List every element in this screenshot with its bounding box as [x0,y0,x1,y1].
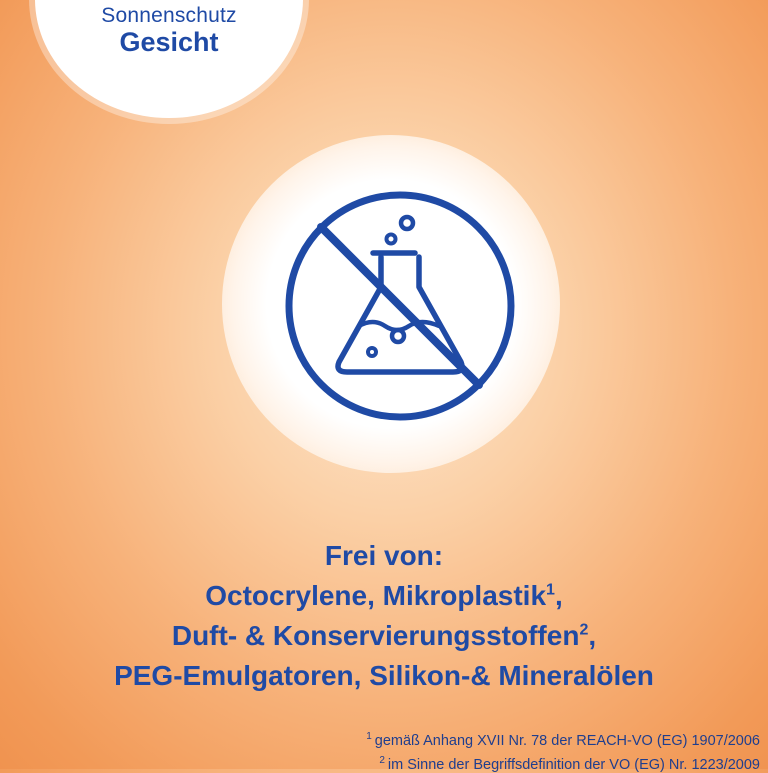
no-chemicals-flask-icon [281,187,519,425]
headline [0,536,768,696]
footnote-ref-1: 1 [546,581,555,599]
headline-line-4: PEG-Emulgatoren, Silikon-& Mineralölen [114,660,654,691]
footnote-ref-2: 2 [579,621,589,639]
headline-line-2: Octocrylene, Mikroplastik$^1$, [205,580,563,611]
product-badge [35,0,303,118]
badge-subtitle: Sonnenschutz [101,4,237,27]
headline-line-3: Duft- & Konservierungsstoffen$^2$, [171,620,597,651]
footnote-1: $^1$ gemäß Anhang XVII Nr. 78 der REACH-VO (EG) 1907/2006 [366,731,760,749]
footnote-2: $^2$ im Sinne der Begriffsdefinition der VO (EG) Nr. 1223/2009 [379,755,760,773]
headline-line-1: Frei von: [324,540,444,571]
badge-title: Gesicht [119,27,219,57]
